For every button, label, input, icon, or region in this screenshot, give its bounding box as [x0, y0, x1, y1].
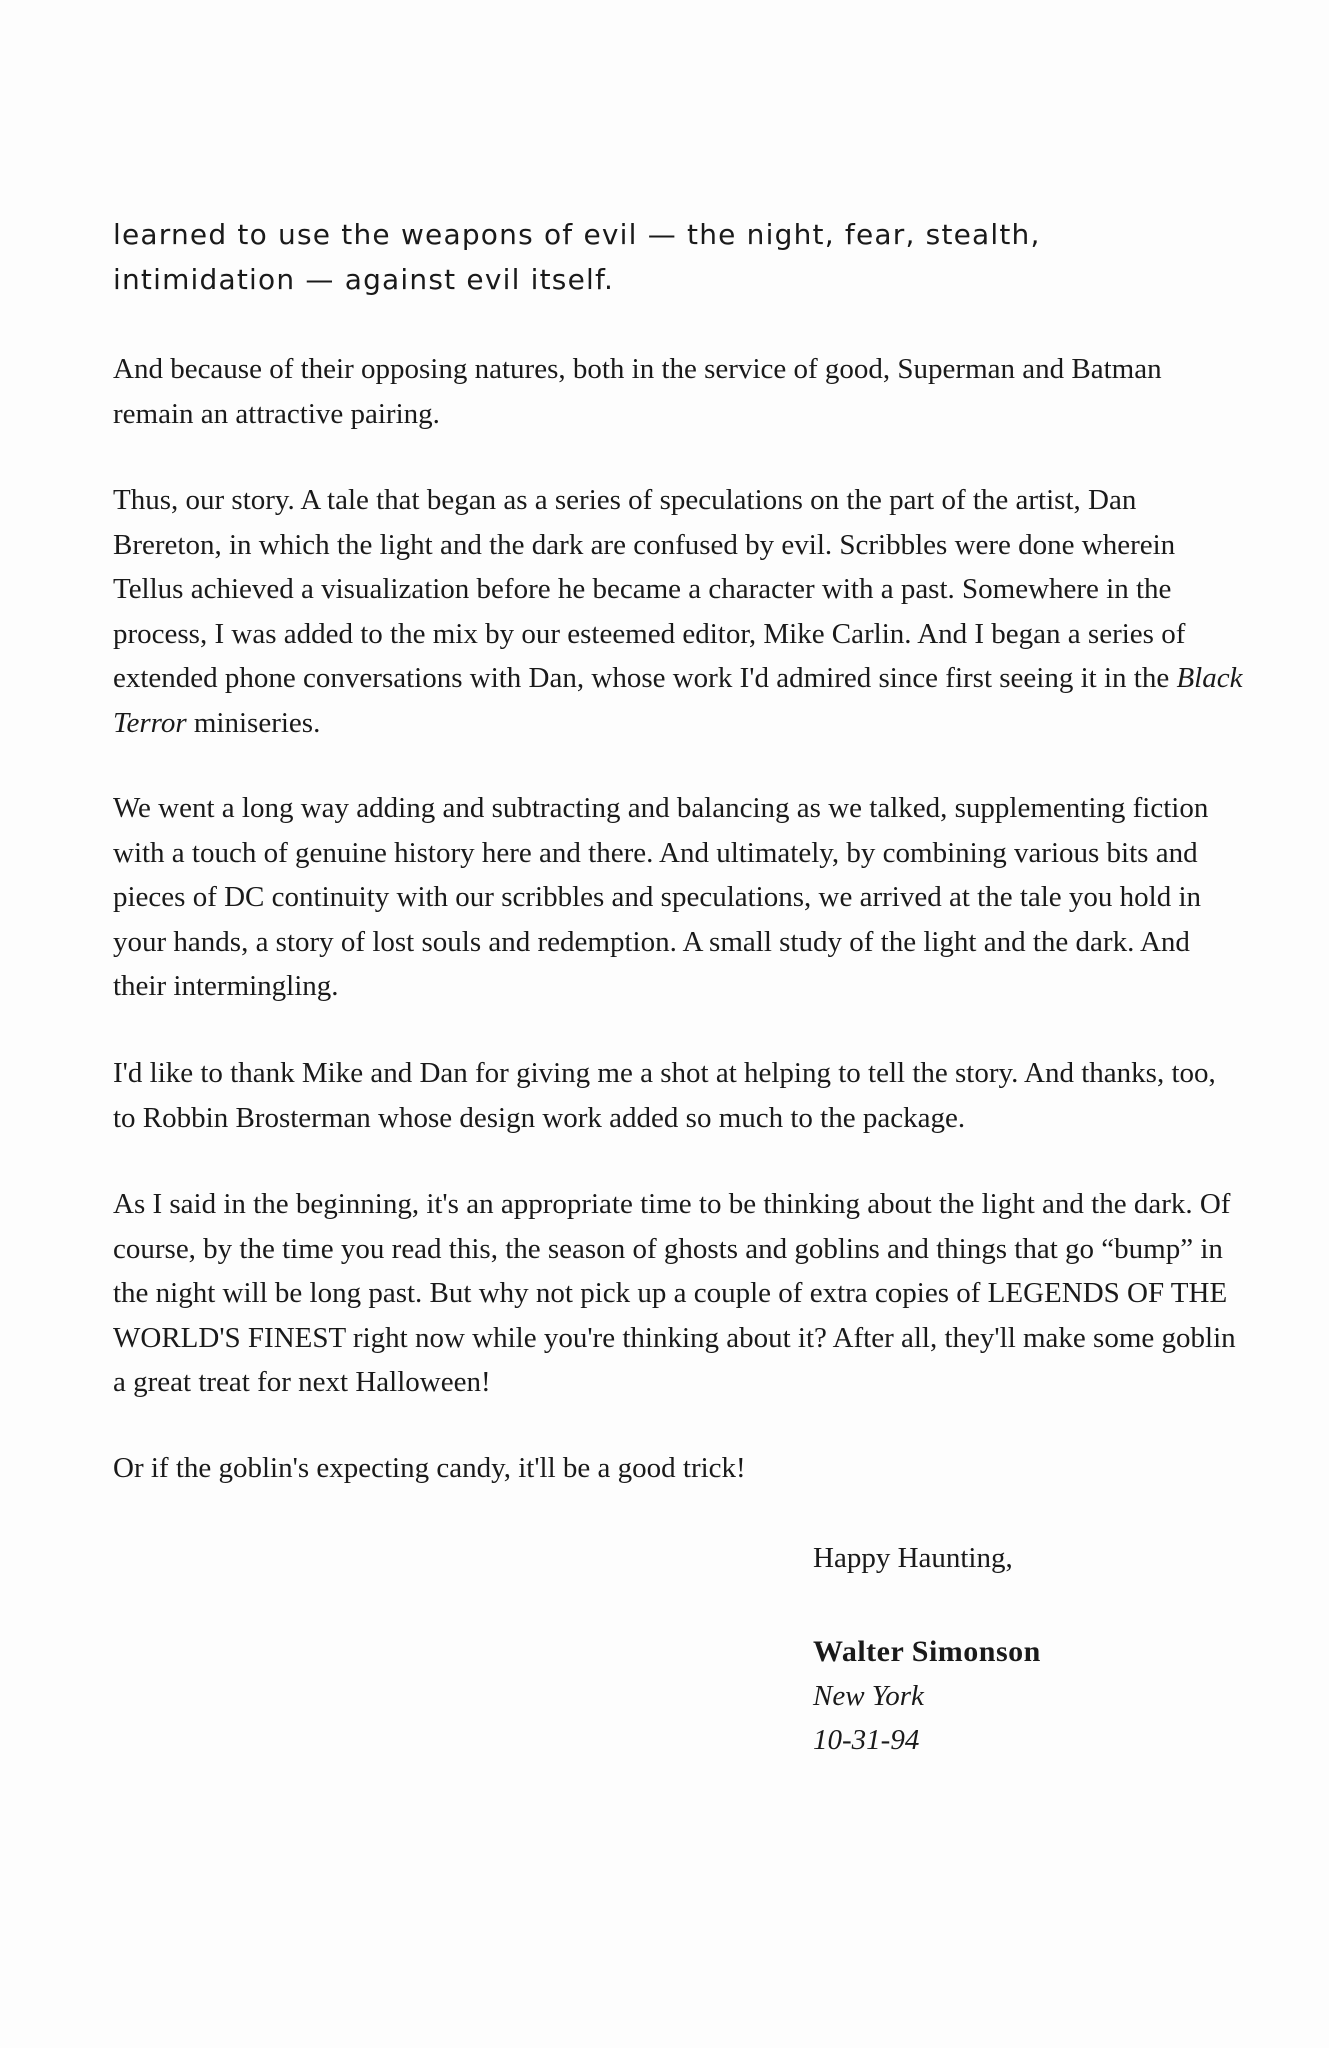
book-title-black-terror: Black Terror — [113, 662, 1243, 739]
paragraph-our-story — [113, 478, 1243, 745]
paragraph-our-story-end: miniseries. — [186, 706, 321, 739]
author-location: New York — [813, 1680, 924, 1712]
paragraph-collaboration: We went a long way adding and subtracting and balancing as we talked, supplementing fiction with a touch of genuine history here and there. And ultimately, by combining various bits and pieces of DC continuity with our scribbles and speculations, we arrived at the tale you hold in your hands, a story of lost souls and redemption. A small study of the light and the dark. And their intermingling. — [113, 792, 1209, 1002]
opening-paragraph: learned to use the weapons of evil — the night, fear, stealth, intimidation — against evil itself. — [113, 218, 1041, 296]
paragraph-halloween: As I said in the beginning, it's an appropriate time to be thinking about the light and the dark. Of course, by the time you read this, the season of ghosts and goblins and things that go “bump” in the night will be long past. But why not pick up a couple of extra copies of LEGENDS OF THE WORLD'S FINEST right now while you're thinking about it? After all, they'll make some goblin a great treat for next Halloween! — [113, 1188, 1236, 1398]
paragraph-trick: Or if the goblin's expecting candy, it'll be a good trick! — [113, 1452, 746, 1484]
closing-salutation: Happy Haunting, — [813, 1542, 1013, 1574]
paragraph-our-story-text: Thus, our story. A tale that began as a series of speculations on the part of the artist, Dan Brereton, in which the light and the dark are confused by evil. Scribbles were done wherein Tellus achieved a visualization before he became a character with a past. Somewhere in the process, I was added to the mix by our esteemed editor, Mike Carlin. And I began a series of extended phone conversations with Dan, whose work I'd admired since first seeing it in the — [113, 484, 1186, 694]
letter-date: 10-31-94 — [813, 1724, 920, 1756]
paragraph-pairing: And because of their opposing natures, both in the service of good, Superman and Batman remain an attractive pairing. — [113, 353, 1162, 430]
author-name: Walter Simonson — [813, 1635, 1041, 1668]
paragraph-thanks: I'd like to thank Mike and Dan for giving me a shot at helping to tell the story. And thanks, too, to Robbin Brosterman whose design work added so much to the package. — [113, 1057, 1216, 1134]
